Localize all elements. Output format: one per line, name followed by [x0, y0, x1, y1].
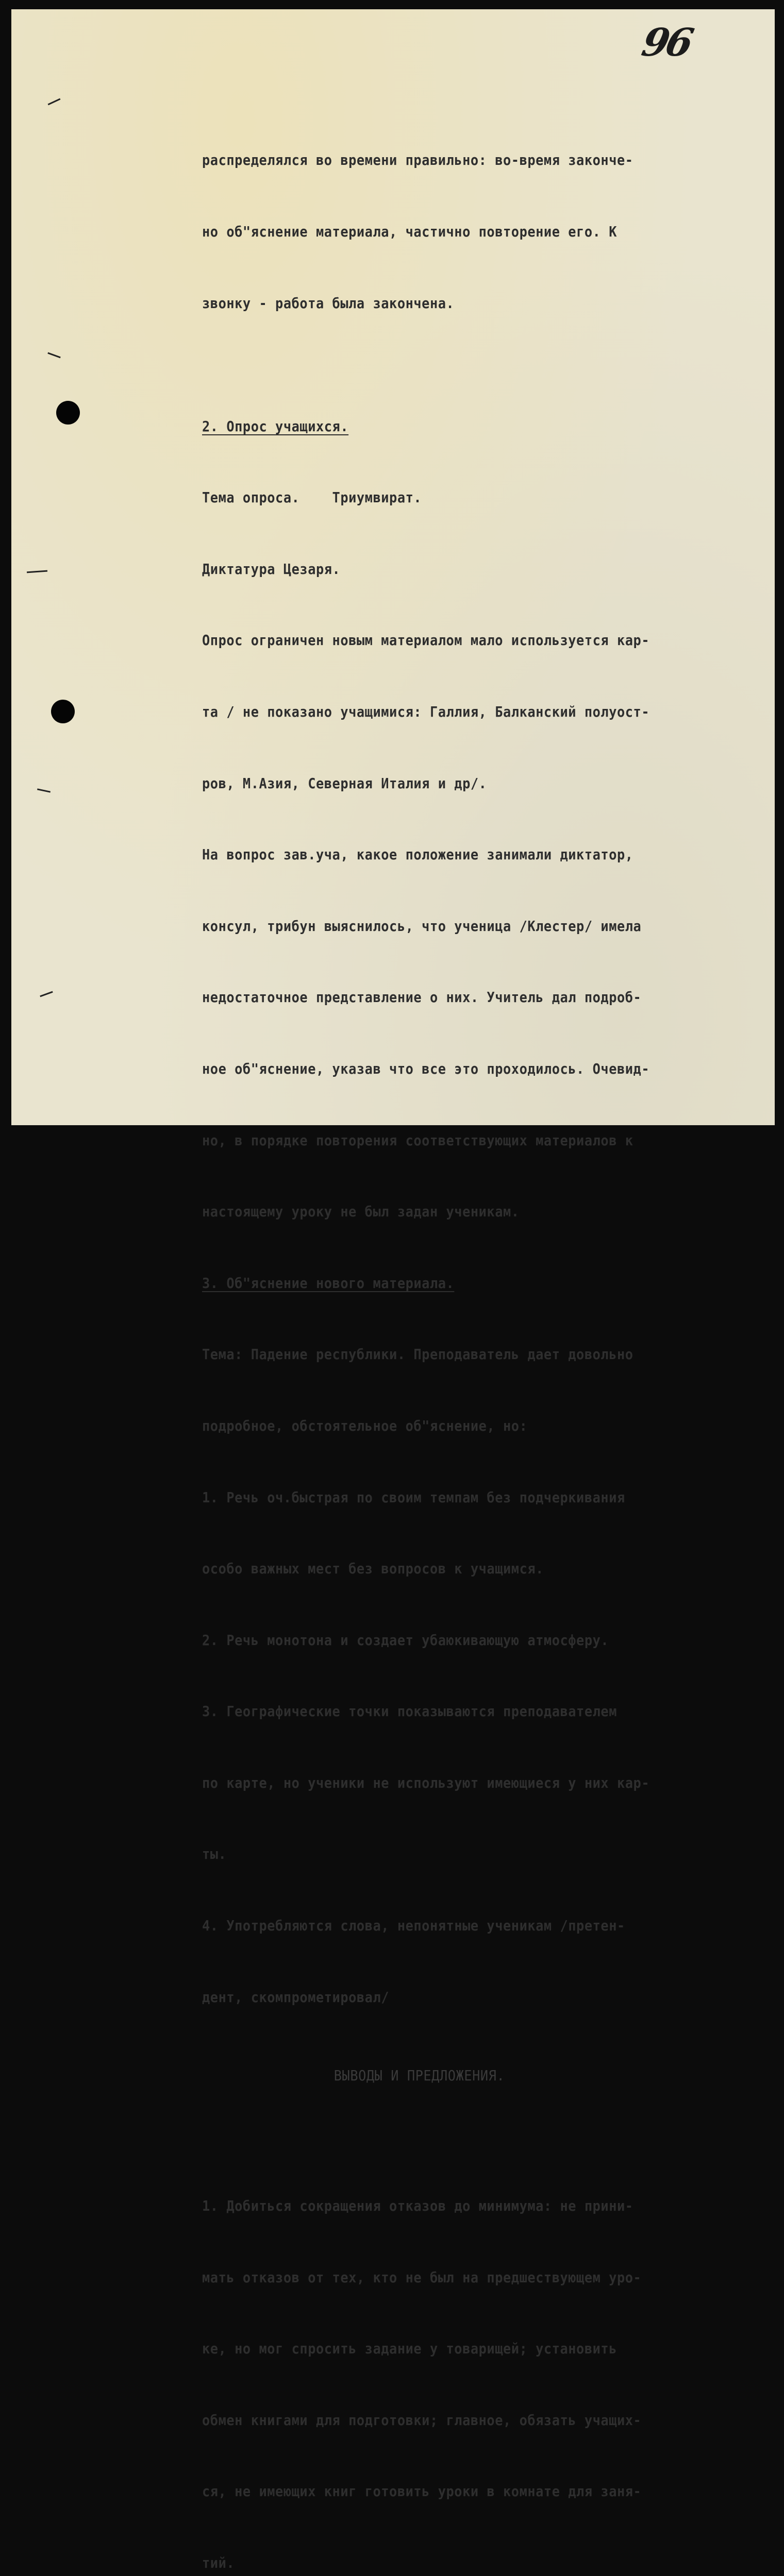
text-line: дент, скомпрометировал/ — [202, 1989, 390, 2006]
punch-hole-top — [56, 401, 80, 425]
text-line: тий. — [202, 2555, 235, 2572]
handwritten-page-number: 96 — [638, 21, 695, 65]
text-line: распределялся во времени правильно: во-время закончe- — [202, 152, 633, 169]
text-line: обмен книгами для подготовки; главное, обязать учащих- — [202, 2412, 642, 2429]
text-line: 3. Географические точки показываются преподавателем — [202, 1703, 617, 1720]
margin-mark — [47, 352, 60, 359]
text-line: Тема: Падение республики. Преподаватель дает довольно — [202, 1346, 633, 1363]
margin-mark — [27, 570, 47, 573]
text-line: по карте, но ученики не используют имеющиеся у них кар- — [202, 1774, 650, 1791]
text-line: но, в порядке повторения соответствующих материалов к — [202, 1132, 633, 1149]
text-line: 1. Добиться сокращения отказов до минимума: не прини- — [202, 2198, 633, 2215]
text-line: ся, не имеющих книг готовить уроки в комнате для заня- — [202, 2483, 642, 2500]
text-line: 1. Речь оч.быстрая по своим темпам без подчеркивания — [202, 1489, 625, 1506]
text-line: особо важных мест без вопросов к учащимся. — [202, 1561, 544, 1578]
conclusions-heading: ВЫВОДЫ И ПРЕДЛОЖЕНИЯ. — [333, 2067, 505, 2084]
section-heading-new-material — [202, 1272, 714, 1295]
margin-mark — [40, 991, 53, 997]
text-line: но об"яснение материала, частично повторение его. К — [202, 224, 617, 240]
text-line: мать отказов от тех, кто не был на предшествующем уро- — [202, 2269, 642, 2286]
punch-hole-bottom — [51, 700, 75, 723]
section-heading-text: 3. Об"яснение нового материала. — [202, 1275, 455, 1292]
text-line: ке, но мог спросить задание у товарищей; установить — [202, 2341, 617, 2358]
document-page — [11, 9, 775, 2572]
text-line: настоящему уроку не был задан ученикам. — [202, 1204, 520, 1221]
text-line: Опрос ограничен новым материалом мало используется кар- — [202, 632, 650, 649]
text-line: 4. Употребляются слова, непонятные ученикам /претен- — [202, 1918, 625, 1935]
text-line: подробное, обстоятельное об"яснение, но: — [202, 1417, 528, 1434]
section-heading-text: 2. Опрос учащихся. — [202, 418, 349, 435]
typed-text — [202, 101, 714, 2576]
margin-mark — [48, 98, 61, 106]
text-line: ров, М.Азия, Северная Италия и др/. — [202, 775, 487, 792]
text-line: та / не показано учащимися: Галлия, Балканский полуост- — [202, 703, 650, 720]
text-line: 2. Речь монотона и создает убаюкивающую атмосферу. — [202, 1632, 609, 1649]
text-line: недостаточное представление о них. Учитель дал подроб- — [202, 989, 642, 1006]
text-line: Тема опроса. Триумвират. — [202, 489, 422, 506]
text-line: ное об"яснение, указав что все это проходилось. Очевид- — [202, 1060, 650, 1077]
text-line: Диктатура Цезаря. — [202, 561, 341, 578]
text-line: На вопрос зав.уча, какое положение занимали диктатор, — [202, 846, 633, 863]
margin-mark — [37, 788, 51, 792]
text-line: консул, трибун выяснилось, что ученица /Клестер/ имела — [202, 918, 642, 935]
text-line: ты. — [202, 1846, 227, 1863]
section-heading-survey — [202, 415, 714, 438]
text-line: звонку - работа была закончена. — [202, 295, 455, 312]
